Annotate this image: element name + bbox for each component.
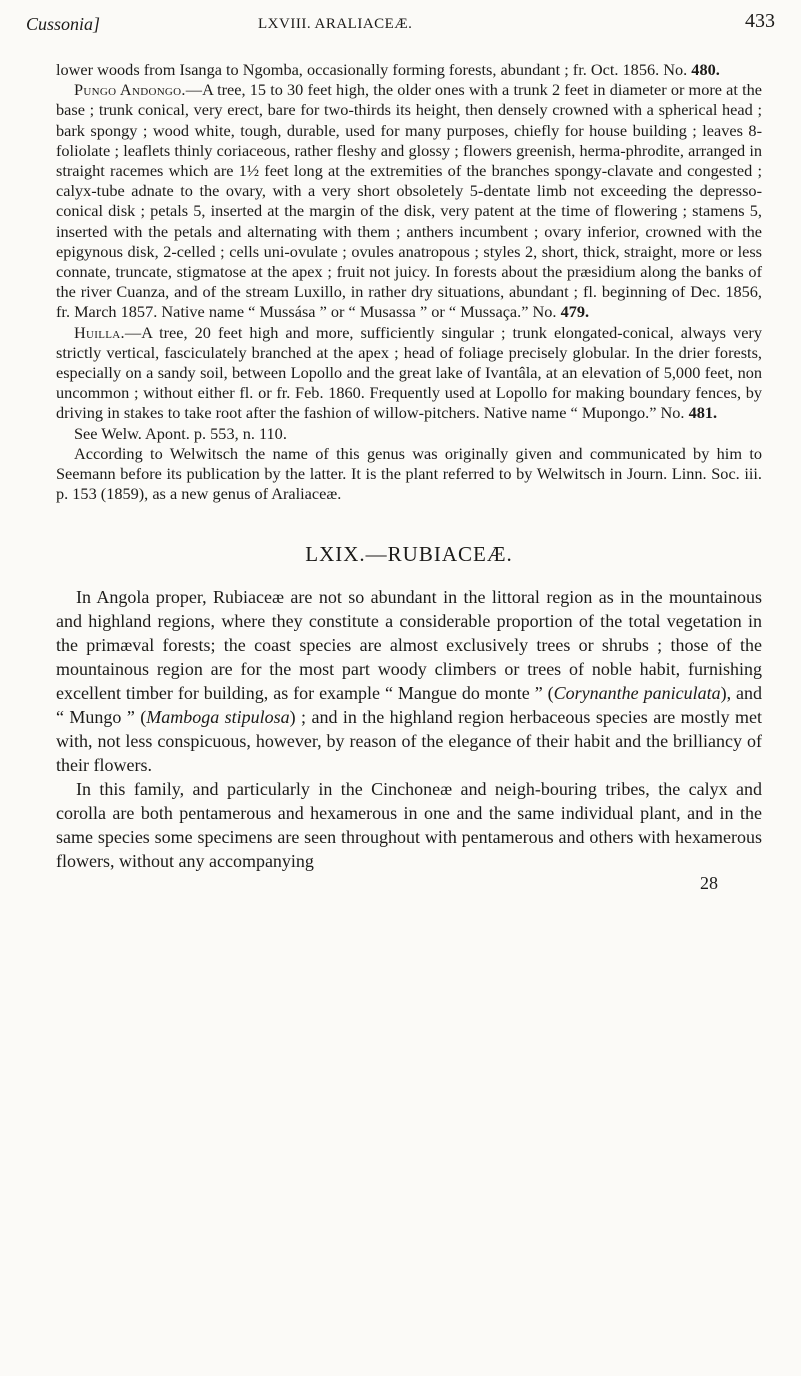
- specimen-number: 480.: [691, 60, 720, 79]
- species-name: Mamboga stipulosa: [146, 707, 290, 728]
- paragraph-cinchoneae: In this family, and particularly in the Cinchoneæ and neigh-bouring tribes, the calyx and corolla are both pentamerous and hexamerous in one and the same individual plant, and in the same species some specimens are seen throughout with pentamerous and others with hexamerous flowers, without any accompanying: [56, 779, 762, 872]
- species-name: Corynanthe paniculata: [553, 683, 721, 704]
- paragraph-text: —A tree, 15 to 30 feet high, the older ones with a trunk 2 feet in diameter or more at the base ; trunk conical, very erect, bare for two-thirds its height, then densely crowned with a spherical head ; bark spongy ; wood white, tough, durable, used for many purposes, chiefly for house building ; leaves 8-foliolate ; leaflets thinly coriaceous, rather fleshy and glossy ; flowers greenish, herma-phrodite, arranged in straight racemes which are 1½ feet long at the extremities of the branches spongy-clavate and congested ; calyx-tube adnate to the ovary, with a very short obsoletely 5-dentate limb not exceeding the depresso-conical disk ; petals 5, inserted at the margin of the disk, very patent at the time of flowering ; stamens 5, inserted with the petals and alternating with them ; anthers incumbent ; ovary inferior, crowned with the epigynous disk, 2-celled ; cells uni-ovulate ; ovules anatropous ; styles 2, short, thick, straight, more or less connate, truncate, stigmatose at the apex ; fruit not juicy. In forests about the præsidium along the banks of the river Cuanza, and of the stream Luxillo, in rather dry situations, abundant ; fl. beginning of Dec. 1856, fr. March 1857. Native name “ Mussása ” or “ Musassa ” or “ Mussaça.” No.: [56, 80, 762, 322]
- paragraph-rubiaceae-intro: [56, 585, 762, 777]
- locality-name: Pungo Andongo.: [74, 80, 186, 100]
- paragraph-text: In Angola proper, Rubiaceæ are not so abundant in the littoral region as in the mountainous and highland regions, where they constitute a considerable proportion of the total vegetation in the primæval forests; the coast species are almost exclusively trees or shrubs ; those of the mountainous region are for the most part woody climbers or trees of noble habit, furnishing excellent timber for building, as for example “ Mangue do monte ” (: [56, 587, 762, 704]
- running-head-chapter: LXVIII. ARALIACEÆ.: [258, 16, 413, 32]
- paragraph-huilla: [56, 323, 762, 424]
- reference-note: See Welw. Apont. p. 553, n. 110.: [74, 423, 287, 443]
- running-head-genus: Cussonia]: [26, 14, 101, 34]
- paragraph-text: lower woods from Isanga to Ngomba, occasionally forming forests, abundant ; fr. Oct. 1856. No.: [56, 60, 688, 79]
- locality-name: Huilla.: [74, 322, 125, 342]
- specimen-number: 479.: [560, 302, 590, 322]
- specimen-number: 481.: [688, 403, 718, 423]
- running-head: [26, 10, 775, 42]
- paragraph-text: ) ; and in the highland region herbaceous species are mostly met with, not less conspicuous, however, by reason of the elegance of their habit and the brilliancy of their flowers.: [56, 707, 763, 776]
- paragraph-genus-note: According to Welwitsch the name of this genus was originally given and communicated by him to Seemann before its publication by the latter. It is the plant referred to by Welwitsch in Journ. Linn. Soc. iii. p. 153 (1859), as a new genus of Araliaceæ.: [56, 443, 762, 504]
- paragraph-text: —A tree, 20 feet high and more, sufficiently singular ; trunk elongated-conical, always very strictly vertical, fasciculately branched at the apex ; head of foliage precisely globular. In the drier forests, especially on a sandy soil, between Lopollo and the great lake of Ivantâla, at an elevation of 5,000 feet, non uncommon ; without either fl. or fr. Feb. 1860. Frequently used at Lopollo for making boundary fences, by driving in stakes to take root after the fashion of willow-pitchers. Native name “ Mupongo.” No.: [56, 322, 762, 423]
- paragraph-pungo-andongo: [56, 80, 762, 322]
- paragraph-text: ), and “ Mungo ” (: [56, 683, 763, 728]
- page-body: [56, 60, 762, 893]
- paragraph-continued: [56, 60, 762, 80]
- signature-mark: 28: [700, 873, 718, 894]
- section-heading: LXIX.—RUBIACEÆ.: [305, 542, 513, 567]
- page-number: 433: [745, 10, 775, 32]
